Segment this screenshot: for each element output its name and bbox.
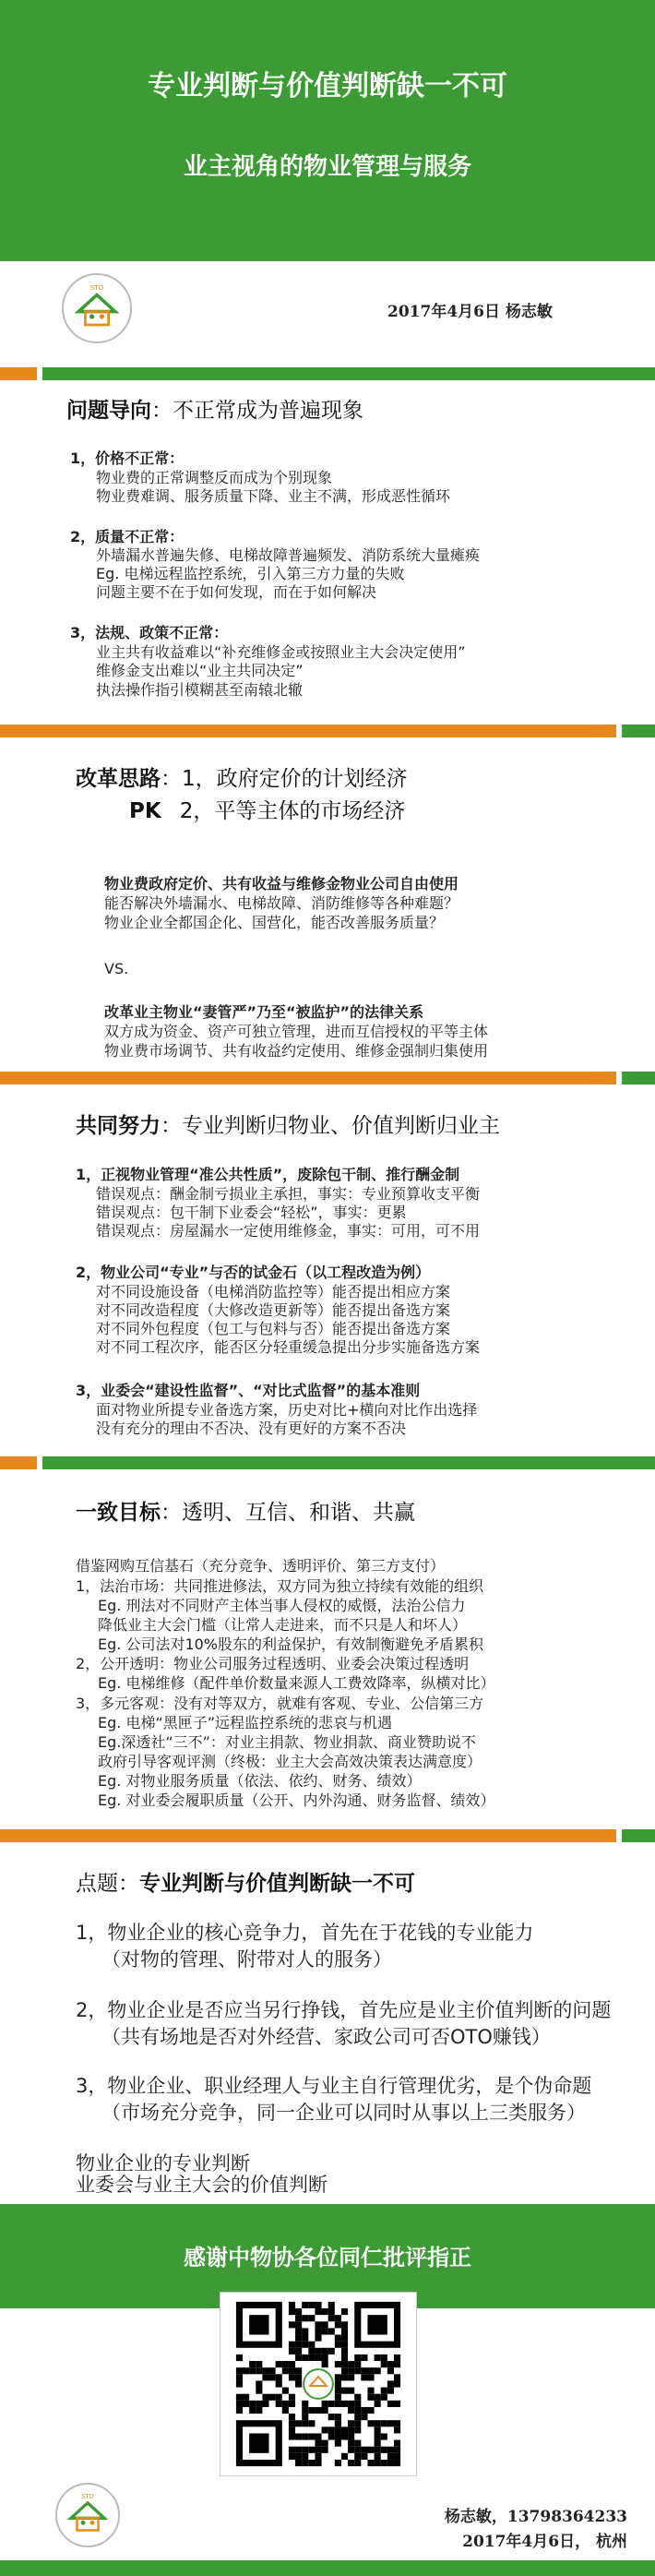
association-logo-bottom <box>55 2483 120 2547</box>
goal-line: Eg.深透社“三不”：对业主捐款、物业捐款、商业赞助说不 <box>98 1733 476 1751</box>
conclusion-item-1: 1，物业企业的核心竞争力，首先在于花钱的专业能力 <box>76 1922 534 1944</box>
problem-line: 外墙漏水普遍失修、电梯故障普遍频发、消防系统大量瘫痪 <box>96 546 481 564</box>
section-reform-title-2: PK 2，平等主体的市场经济 <box>129 799 406 823</box>
conclusion-line: （市场充分竞争，同一企业可以同时从事以上三类服务） <box>101 2102 586 2124</box>
divider-bar <box>0 1456 655 1469</box>
effort-line: 对不同外包程度（包工与包料与否）能否提出备选方案 <box>96 1320 451 1337</box>
header-banner <box>0 0 655 261</box>
divider-bar <box>0 1829 655 1842</box>
section-reform-title: 改革思路：1，政府定价的计划经济 <box>76 767 408 791</box>
reform-line: 双方成为资金、资产可独立管理，进而互信授权的平等主体 <box>104 1023 489 1040</box>
contact-info: 杨志敏，13798364233 <box>444 2508 627 2526</box>
footer-date-place: 2017年4月6日， 杭州 <box>462 2533 627 2551</box>
reform-vs: VS. <box>104 960 129 977</box>
conclusion-item-2: 2，物业企业是否应当另行挣钱，首先应是业主价值判断的问题 <box>76 1999 612 2021</box>
house-logo-icon <box>64 275 130 341</box>
goal-line: 政府引导客观评测（终极：业主大会高效决策表达满意度） <box>98 1753 482 1770</box>
author-date: 2017年4月6日 杨志敏 <box>387 303 553 321</box>
logo-text: STO <box>89 283 104 293</box>
section-conclusion-title: 点题：专业判断与价值判断缺一不可 <box>76 1872 415 1896</box>
conclusion-summary: 业委会与业主大会的价值判断 <box>76 2174 328 2196</box>
problem-line: 物业费的正常调整反而成为个别现象 <box>96 469 333 486</box>
effort-line: 没有充分的理由不否决、没有更好的方案不否决 <box>96 1420 407 1437</box>
effort-line: 面对物业所提专业备选方案，历史对比+横向对比作出选择 <box>96 1401 478 1419</box>
association-logo <box>62 273 132 343</box>
effort-line: 对不同设施设备（电梯消防监控等）能否提出相应方案 <box>96 1283 451 1300</box>
reform-line: 物业费政府定价、共有收益与维修金物业公司自由使用 <box>104 875 459 893</box>
section-goal-title: 一致目标：透明、互信、和谐、共赢 <box>76 1501 415 1525</box>
problem-line: 执法操作指引模糊甚至南辕北辙 <box>96 681 304 699</box>
problem-line: 物业费难调、服务质量下降、业主不满，形成恶性循环 <box>96 487 451 505</box>
problem-item-1: 1，价格不正常： <box>70 449 185 467</box>
conclusion-summary: 物业企业的专业判断 <box>76 2152 250 2175</box>
problem-line: 问题主要不在于如何发现，而在于如何解决 <box>96 583 377 601</box>
effort-item-2: 2，物业公司“专业”与否的试金石（以工程改造为例） <box>76 1264 431 1281</box>
conclusion-item-3: 3，物业企业、职业经理人与业主自行管理优劣，是个伪命题 <box>76 2075 592 2097</box>
goal-line: Eg. 电梯维修（配件单价数量来源人工费效降率，纵横对比） <box>98 1674 495 1692</box>
effort-line: 错误观点：包干制下业委会“轻松”，事实：更累 <box>96 1204 407 1221</box>
reform-line: 能否解决外墙漏水、电梯故障、消防维修等各种难题？ <box>104 894 459 912</box>
goal-item-3: 3，多元客观：没有对等双方，就难有客观、专业、公信第三方 <box>76 1695 484 1712</box>
thanks-text: 感谢中物协各位同仁批评指正 <box>184 2245 471 2270</box>
goal-intro: 借鉴网购互信基石（充分竞争、透明评价、第三方支付） <box>76 1557 446 1575</box>
goal-item-1: 1，法治市场：共同推进修法，双方同为独立持续有效能的组织 <box>76 1577 484 1595</box>
effort-line: 错误观点：酬金制亏损业主承担，事实：专业预算收支平衡 <box>96 1185 481 1203</box>
divider-bar <box>0 1072 655 1084</box>
goal-line: Eg. 对业委会履职质量（公开、内外沟通、财务监督、绩效） <box>98 1791 495 1809</box>
effort-line: 错误观点：房屋漏水一定使用维修金，事实：可用，可不用 <box>96 1222 481 1240</box>
reform-line: 物业费市场调节、共有收益约定使用、维修金强制归集使用 <box>104 1042 489 1060</box>
divider-bar <box>0 725 655 737</box>
problem-line: 维修金支出难以“业主共同决定” <box>96 662 304 679</box>
effort-line: 对不同改造程度（大修改造更新等）能否提出备选方案 <box>96 1301 451 1319</box>
goal-line: Eg. 对物业服务质量（依法、依约、财务、绩效） <box>98 1772 422 1790</box>
bottom-bar <box>0 2560 655 2576</box>
conclusion-line: （对物的管理、附带对人的服务） <box>101 1948 392 1971</box>
effort-line: 对不同工程次序，能否区分轻重缓急提出分步实施备选方案 <box>96 1338 481 1356</box>
reform-line: 物业企业全都国企化、国营化，能否改善服务质量？ <box>104 914 445 931</box>
section-effort-title: 共同努力：专业判断归物业、价值判断归业主 <box>76 1114 500 1138</box>
qr-code-icon <box>220 2293 416 2475</box>
divider-bar <box>0 367 655 380</box>
goal-line: Eg. 公司法对10%股东的利益保护，有效制衡避免矛盾累积 <box>98 1635 484 1653</box>
conclusion-line: （共有场地是否对外经营、家政公司可否OTO赚钱） <box>101 2026 551 2048</box>
problem-line: 业主共有收益难以“补充维修金或按照业主大会决定使用” <box>96 643 466 661</box>
goal-line: Eg. 刑法对不同财产主体当事人侵权的威慑，法治公信力 <box>98 1597 466 1614</box>
svg-text:STO: STO <box>81 2492 94 2500</box>
problem-line: Eg. 电梯远程监控系统，引入第三方力量的失败 <box>96 565 405 582</box>
effort-item-1: 1，正视物业管理“准公共性质”，废除包干制、推行酬金制 <box>76 1166 460 1183</box>
page-subtitle: 业主视角的物业管理与服务 <box>183 153 471 181</box>
effort-item-3: 3，业委会“建设性监督”、“对比式监督”的基本准则 <box>76 1382 421 1399</box>
section-problem-title: 问题导向：不正常成为普遍现象 <box>66 399 363 423</box>
problem-item-2: 2，质量不正常： <box>70 528 185 545</box>
reform-line: 改革业主物业“妻管严”乃至“被监护”的法律关系 <box>104 1003 424 1021</box>
page-title: 专业判断与价值判断缺一不可 <box>148 70 507 102</box>
qr-code <box>220 2292 417 2476</box>
problem-item-3: 3，法规、政策不正常： <box>70 624 229 641</box>
goal-line: Eg. 电梯“黑匣子”远程监控系统的悲哀与机遇 <box>98 1714 393 1731</box>
goal-line: 降低业主大会门槛（让常人走进来，而不只是人和坏人） <box>98 1616 468 1634</box>
house-logo-icon <box>57 2485 118 2546</box>
goal-item-2: 2，公开透明：物业公司服务过程透明、业委会决策过程透明 <box>76 1655 470 1672</box>
